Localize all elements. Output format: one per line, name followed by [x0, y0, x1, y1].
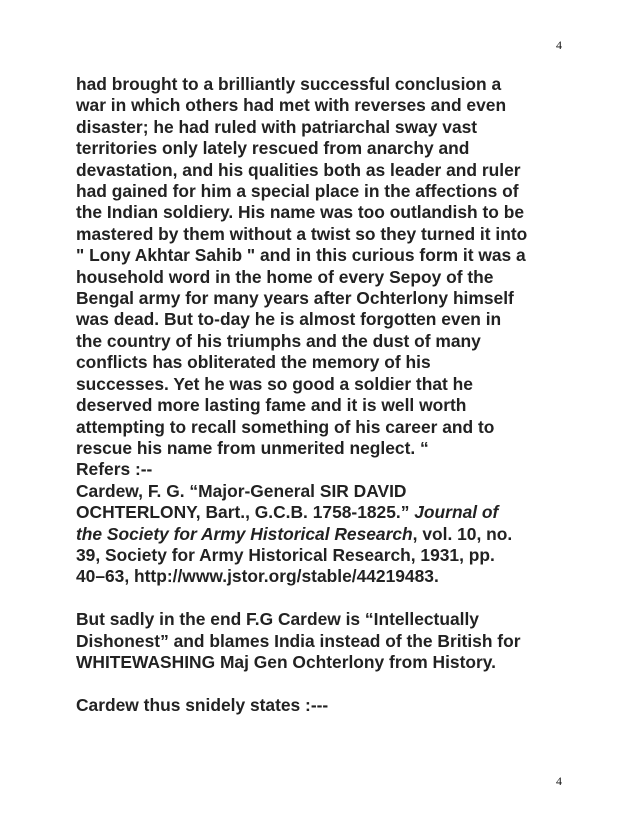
text-line: household word in the home of every Sepoy of the — [76, 266, 494, 287]
text-line: successes. Yet he was so good a soldier that he — [76, 373, 473, 394]
citation-text: OCHTERLONY, Bart., G.C.B. 1758-1825.” — [76, 502, 415, 523]
page-number-top: 4 — [556, 38, 562, 52]
paragraph-gap — [76, 588, 576, 609]
citation-line: 39, Society for Army Historical Research, 1931, pp. — [76, 544, 495, 565]
closing-line: Cardew thus snidely states :--- — [76, 694, 329, 715]
text-line: Dishonest” and blames India instead of the British for — [76, 630, 521, 651]
page-body — [76, 74, 576, 716]
text-line: WHITEWASHING Maj Gen Ochterlony from History. — [76, 651, 496, 672]
text-line: war in which others had met with reverses and even — [76, 95, 507, 116]
journal-title: the Society for Army Historical Research — [76, 523, 413, 544]
text-line: " Lony Akhtar Sahib " and in this curious form it was a — [76, 245, 526, 266]
text-line: conflicts has obliterated the memory of his — [76, 352, 431, 373]
text-line: rescue his name from unmerited neglect. “ — [76, 437, 429, 458]
page-number-bottom: 4 — [556, 774, 562, 788]
text-line: had brought to a brilliantly successful conclusion a — [76, 74, 502, 94]
text-line: territories only lately rescued from anarchy and — [76, 138, 470, 159]
refers-label: Refers :-- — [76, 459, 153, 480]
paragraph-gap — [76, 673, 576, 694]
text-line: the Indian soldiery. His name was too outlandish to be — [76, 202, 525, 223]
citation-line: 40–63, http://www.jstor.org/stable/44219483. — [76, 566, 439, 587]
citation-text: , vol. 10, no. — [412, 523, 513, 544]
text-line: disaster; he had ruled with patriarchal sway vast — [76, 116, 478, 137]
text-line: was dead. But to-day he is almost forgotten even in — [76, 309, 502, 330]
citation-line — [76, 502, 576, 523]
text-line: attempting to recall something of his career and to — [76, 416, 495, 437]
text-line: devastation, and his qualities both as leader and ruler — [76, 159, 521, 180]
text-line: deserved more lasting fame and it is well worth — [76, 395, 467, 416]
citation-line — [76, 524, 576, 545]
citation-line: Cardew, F. G. “Major-General SIR DAVID — [76, 480, 407, 501]
text-line: had gained for him a special place in the affections of — [76, 181, 519, 202]
text-line: But sadly in the end F.G Cardew is “Intellectually — [76, 609, 479, 630]
journal-title: Journal of — [414, 502, 499, 523]
text-line: mastered by them without a twist so they turned it into — [76, 223, 528, 244]
text-line: Bengal army for many years after Ochterlony himself — [76, 288, 514, 309]
text-line: the country of his triumphs and the dust of many — [76, 330, 481, 351]
